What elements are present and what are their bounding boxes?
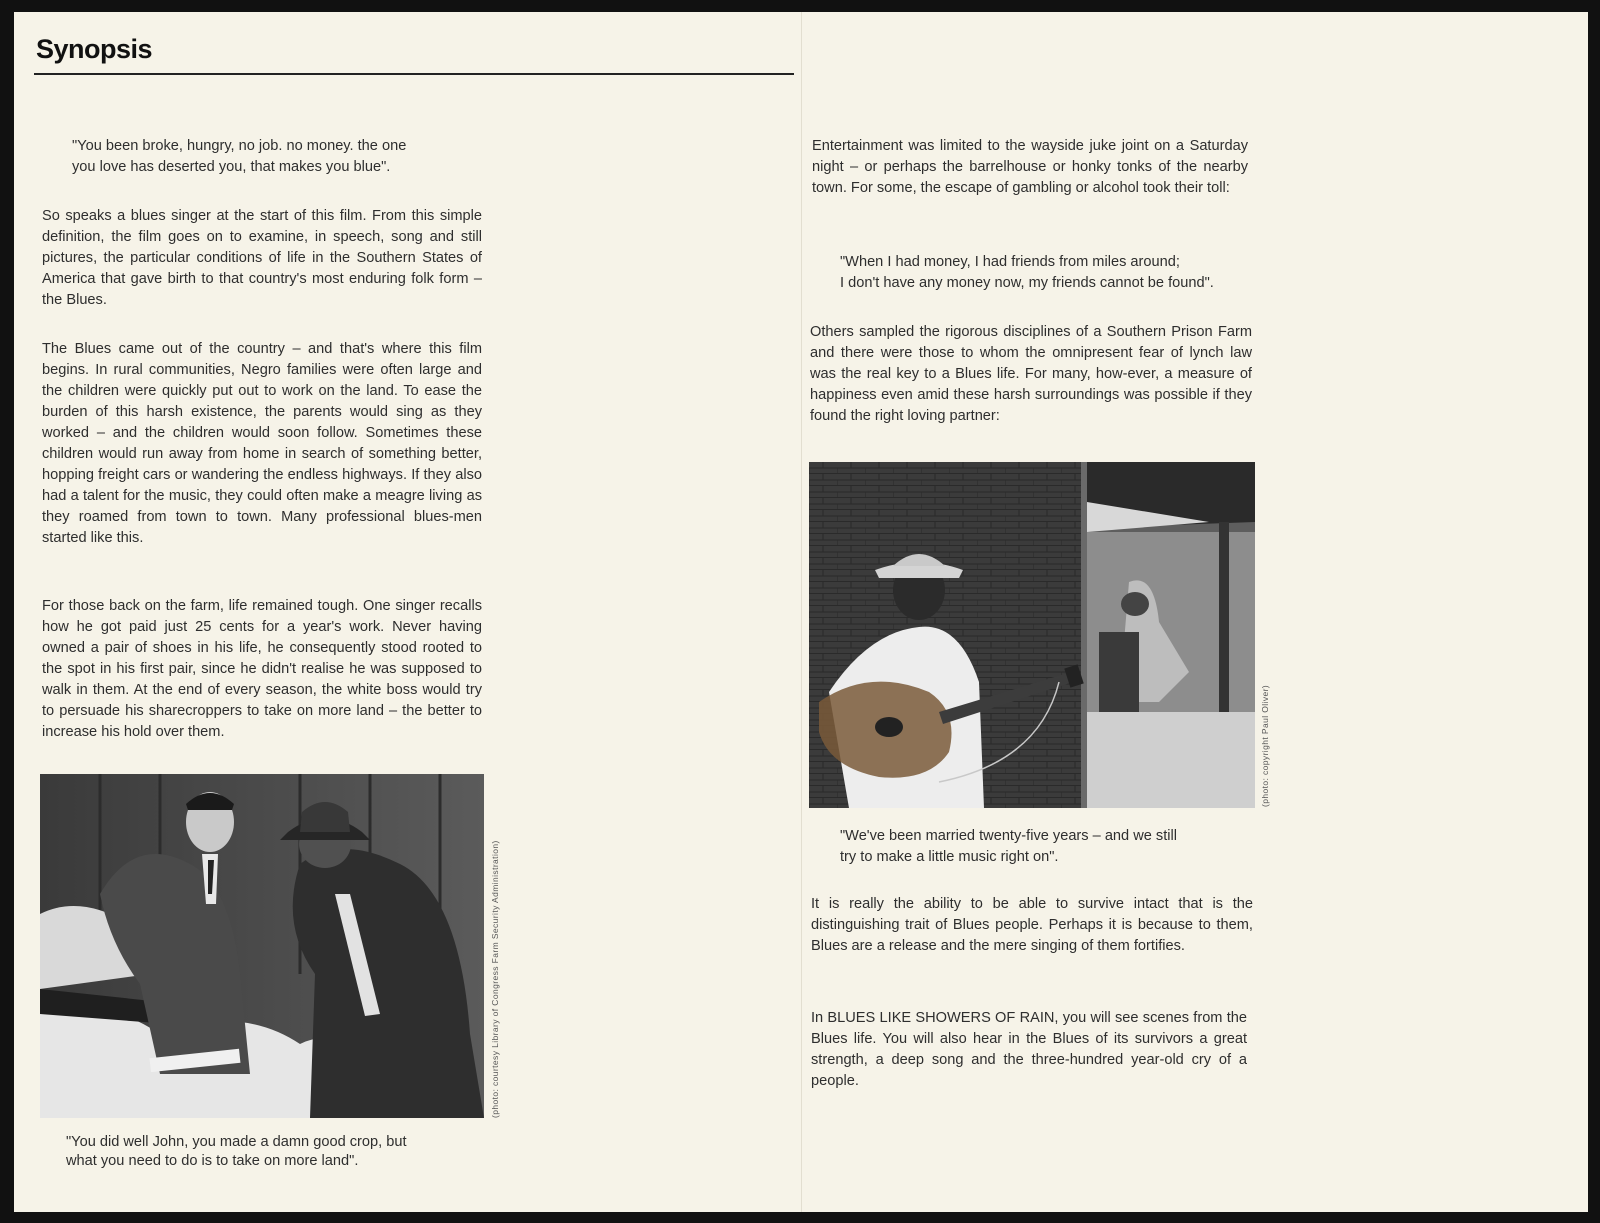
cotton-weighing-photo: [40, 774, 484, 1118]
right-paragraph-3: It is really the ability to be able to survive intact that is the distinguishing trait of Blues people. Perhaps it is because to them, Blues are a release and the mere singing of them fortifies.: [811, 896, 1253, 954]
page-fold: [801, 12, 802, 1212]
left-paragraph-2: The Blues came out of the country – and that's where this film begins. In rural communities, Negro families were often large and the children were quickly put out to work on the land. To ease the burden of this harsh existence, the parents would sing as they worked – and the children would soon follow. Sometimes these children would run away from home in search of something better, hopping freight cars or wandering the endless highways. If they also had a talent for the music, they could often make a meagre living as they roamed from town to town. Many professional blues-men started like this.: [42, 341, 482, 546]
left-caption-line-2: what you need to do is to take on more land".: [66, 1153, 359, 1169]
right-photo-credit: (photo: copyright Paul Oliver): [1260, 684, 1270, 807]
page-title: Synopsis: [36, 34, 153, 64]
left-paragraph-1: So speaks a blues singer at the start of this film. From this simple definition, the film goes on to examine, in speech, song and still pictures, the particular conditions of life in the Southern States of America that gave birth to that country's most enduring folk form – the Blues.: [42, 208, 482, 308]
opening-quote-line-2: you love has deserted you, that makes you blue".: [72, 159, 391, 175]
right-paragraph-4: In BLUES LIKE SHOWERS OF RAIN, you will see scenes from the Blues life. You will also hear in the Blues of its survivors a great strength, a deep song and the three-hundred year-old cry of a people.: [811, 1010, 1247, 1089]
title-rule: [34, 73, 794, 75]
right-paragraph-1: Entertainment was limited to the wayside juke joint on a Saturday night – or perhaps the barrelhouse or honky tonks of the nearby town. For some, the escape of gambling or alcohol took their toll:: [812, 138, 1248, 196]
right-caption-line-1: "We've been married twenty-five years – and we still: [840, 828, 1178, 844]
left-photo-credit: (photo: courtesy Library of Congress Farm Security Administration): [490, 840, 500, 1118]
booklet-spread: [14, 12, 1588, 1212]
guitarist-photo: [809, 462, 1255, 808]
money-quote-line-1: "When I had money, I had friends from miles around;: [840, 254, 1180, 270]
left-paragraph-3: For those back on the farm, life remained tough. One singer recalls how he got paid just 25 cents for a year's work. Never having owned a pair of shoes in his life, he consequently stood rooted to the spot in his first pair, since he didn't realise he was supposed to walk in them. At the end of every season, the white boss would try to persuade his sharecroppers to take on more land – the better to increase his hold over them.: [42, 598, 482, 740]
left-caption-line-1: "You did well John, you made a damn good crop, but: [66, 1134, 407, 1150]
right-caption-line-2: try to make a little music right on".: [840, 849, 1059, 865]
opening-quote-line-1: "You been broke, hungry, no job. no money. the one: [72, 138, 407, 154]
right-paragraph-2: Others sampled the rigorous disciplines of a Southern Prison Farm and there were those to whom the omnipresent fear of lynch law was the real key to a Blues life. For many, how-ever, a measure of happiness even amid these harsh surroundings was possible if they found the right loving partner:: [810, 324, 1252, 424]
money-quote-line-2: I don't have any money now, my friends cannot be found".: [840, 275, 1214, 291]
